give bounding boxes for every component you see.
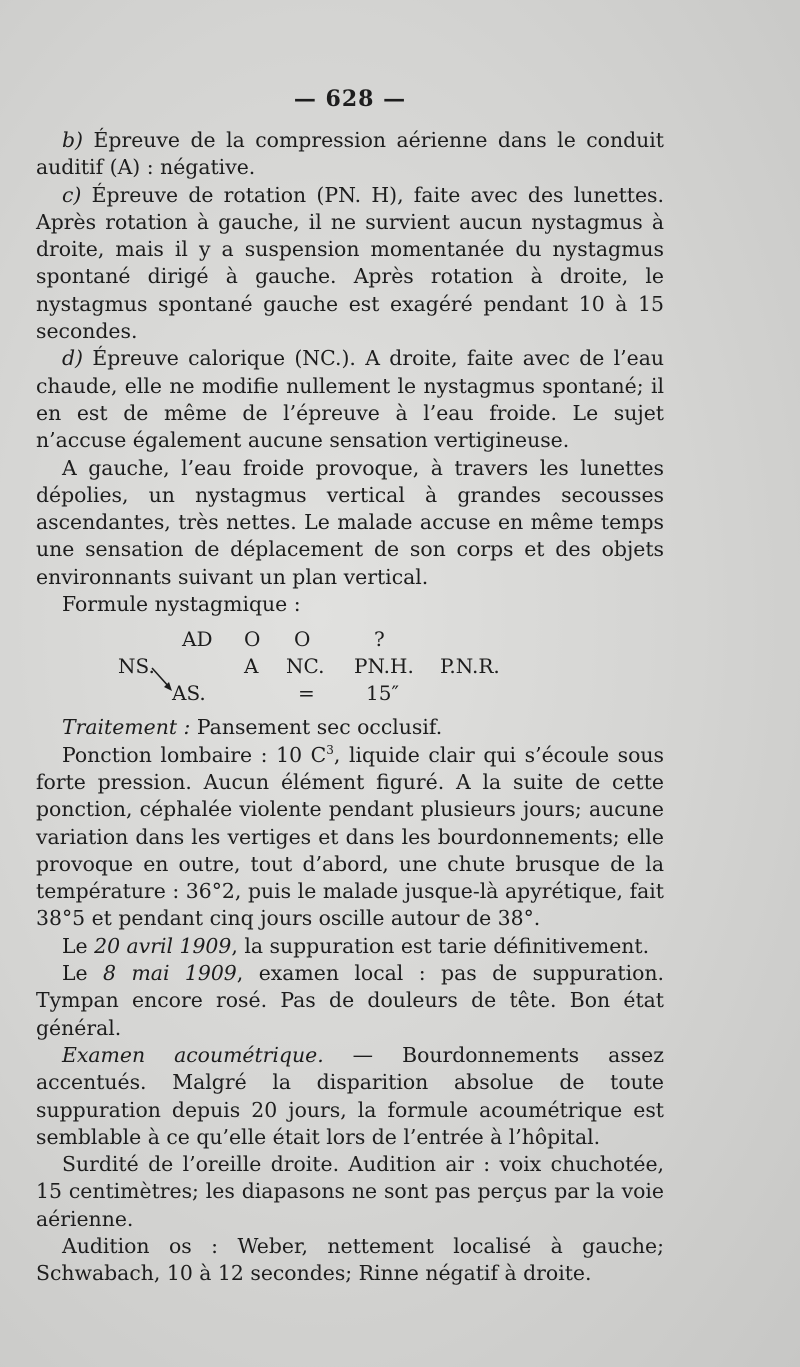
paragraph-text: , la suppuration est tarie définitivement.: [231, 933, 650, 958]
formula-value: 15″: [366, 681, 399, 706]
formula-o2: O: [294, 627, 311, 652]
formula-label: Formule nystagmique :: [62, 592, 301, 617]
paragraph-text: — Bourdonnements assez accentués. Malgré la disparition absolue de toute suppuration depuis 20 jours, la formule acoumétrique est semblable à ce qu’elle était lors de l’entrée à l’hôpital.: [36, 1042, 664, 1149]
section-label: Examen acoumétrique.: [62, 1042, 324, 1067]
paragraph-text: Le: [62, 933, 95, 958]
superscript: 3: [326, 742, 334, 757]
nystagmic-formula: [36, 622, 664, 706]
paragraph-audition-os: Audition os : Weber, nettement localisé à gauche; Schwabach, 10 à 12 secondes; Rinne négatif à droite.: [36, 1233, 664, 1286]
paragraph-text: , liquide clair qui s’écoule sous forte pression. Aucun élément figuré. A la suite de cette ponction, céphalée violente pendant plusieurs jours; aucune variation dans les vertiges et dans les bourdonnements; elle provoque en outre, tout d’abord, une chute brusque de la température : 36°2, puis le malade jusque-là apyrétique, fait 38°5 et pendant cinq jours oscille autour de 38°.: [36, 742, 664, 931]
paragraph-text: Le: [62, 961, 104, 986]
formula-pnh: PN.H.: [354, 654, 414, 679]
paragraph-b: [36, 127, 664, 182]
page-number: — 628 —: [293, 86, 407, 112]
date: 8 mai 1909: [103, 961, 237, 986]
paragraph-examen: [36, 1042, 664, 1151]
paragraph-text: Épreuve calorique (NC.). A droite, faite avec de l’eau chaude, elle ne modifie nullement le nystagmus spontané; il en est de même de l’épreuve à l’eau froide. Le sujet n’accuse également aucune sensation vertigineuse.: [36, 346, 664, 453]
paragraph-8-mai: [36, 960, 664, 1042]
formula-as: AS.: [172, 681, 206, 706]
formula-nc: NC.: [286, 654, 325, 679]
formula-ns: NS.: [118, 654, 155, 679]
paragraph-text: Pansement sec occlusif.: [190, 715, 443, 740]
formula-equals: =: [298, 681, 315, 706]
paragraph-text: Ponction lombaire : 10 C: [62, 742, 327, 767]
paragraph-text: Épreuve de rotation (PN. H), faite avec des lunettes. Après rotation à gauche, il ne survient aucun nystagmus à droite, mais il y a suspension momentanée du nystagmus spontané dirigé à gauche. Après rotation à droite, le nystagmus spontané gauche est exagéré pendant 10 à 15 secondes.: [36, 182, 664, 344]
paragraph-text: , examen local : pas de suppuration. Tympan encore rosé. Pas de douleurs de tête. Bon état général.: [36, 961, 665, 1040]
formula-question: ?: [374, 627, 385, 652]
paragraph-text: Épreuve de la compression aérienne dans le conduit auditif (A) : négative.: [36, 128, 664, 180]
paragraph-gauche: [36, 455, 664, 591]
item-label: d): [62, 346, 84, 371]
paragraph-20-avril: [36, 933, 664, 960]
item-label: b): [62, 128, 84, 152]
paragraph-c: [36, 182, 664, 346]
paragraph-ponction: [36, 742, 664, 933]
formula-a: A: [244, 654, 259, 679]
paragraph-d: [36, 345, 664, 454]
body-text: [36, 127, 664, 1288]
formula-ad: AD: [182, 627, 213, 652]
paragraph-traitement: [36, 714, 664, 741]
section-label: Traitement :: [62, 715, 191, 740]
paragraph-surdite: Surdité de l’oreille droite. Audition air : voix chuchotée, 15 centimètres; les diapasons ne sont pas perçus par la voie aérienne.: [36, 1152, 664, 1231]
item-label: c): [62, 182, 82, 207]
paragraph-text: A gauche, l’eau froide provoque, à travers les lunettes dépolies, un nystagmus vertical à grandes secousses ascendantes, très nettes. Le malade accuse en même temps une sensation de déplacement de son corps et des objets environnants suivant un plan vertical.: [36, 455, 664, 589]
formula-o1: O: [244, 627, 261, 652]
date: 20 avril 1909: [94, 933, 232, 958]
formula-pnr: P.N.R.: [440, 654, 500, 679]
